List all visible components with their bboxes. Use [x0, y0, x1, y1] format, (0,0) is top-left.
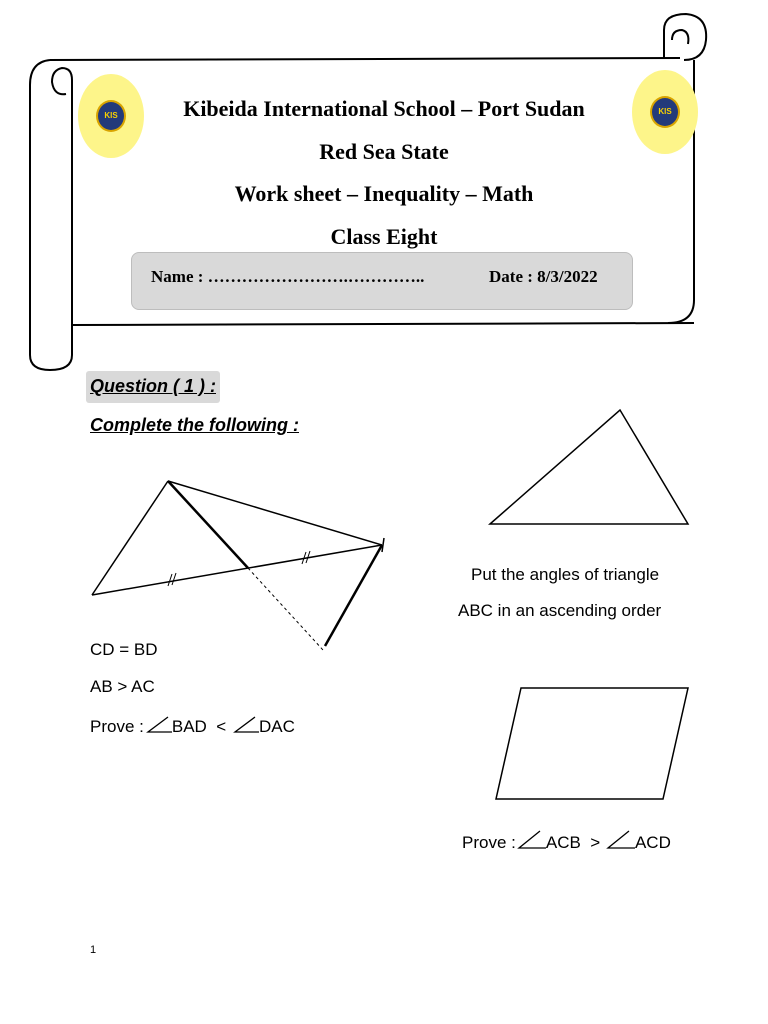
relation-symbol: <: [216, 717, 227, 736]
angle-icon: [144, 714, 172, 734]
prove-label: Prove :: [90, 717, 144, 736]
figure-parallelogram: [496, 688, 688, 799]
school-crest-icon: KIS: [96, 100, 126, 132]
given-ab-ac: AB > AC: [90, 677, 155, 696]
angle-dac-label: DAC: [258, 717, 295, 736]
triangle-instruction-line2: ABC in an ascending order: [458, 601, 662, 620]
instruction-heading: Complete the following :: [90, 415, 299, 435]
prove-statement-1: [90, 714, 295, 737]
school-name: Kibeida International School – Port Sudan: [183, 96, 585, 121]
relation-symbol: >: [590, 833, 601, 852]
figure-triangle-median: [92, 481, 384, 650]
state-name: Red Sea State: [319, 139, 449, 164]
page-number: 1: [90, 944, 97, 956]
school-crest-icon: KIS: [650, 96, 680, 128]
prove-label: Prove :: [462, 833, 516, 852]
angle-acb-label: ACB: [545, 833, 581, 852]
class-name: Class Eight: [330, 224, 438, 249]
angle-bad-label: BAD: [171, 717, 207, 736]
angle-acd-label: ACD: [634, 833, 671, 852]
date-label: Date : 8/3/2022: [489, 267, 598, 286]
prove-statement-3: [462, 828, 671, 853]
angle-icon: [231, 714, 259, 734]
question-title: Question ( 1 ) :: [86, 371, 220, 403]
angle-icon: [605, 828, 635, 850]
angle-icon: [516, 828, 546, 850]
worksheet-title: Work sheet – Inequality – Math: [234, 181, 534, 206]
figure-triangle-abc: [490, 410, 688, 524]
given-cd-bd: CD = BD: [90, 640, 158, 659]
triangle-instruction-line1: Put the angles of triangle: [471, 565, 660, 584]
name-field-label: Name : …………………….…………..: [151, 267, 425, 286]
